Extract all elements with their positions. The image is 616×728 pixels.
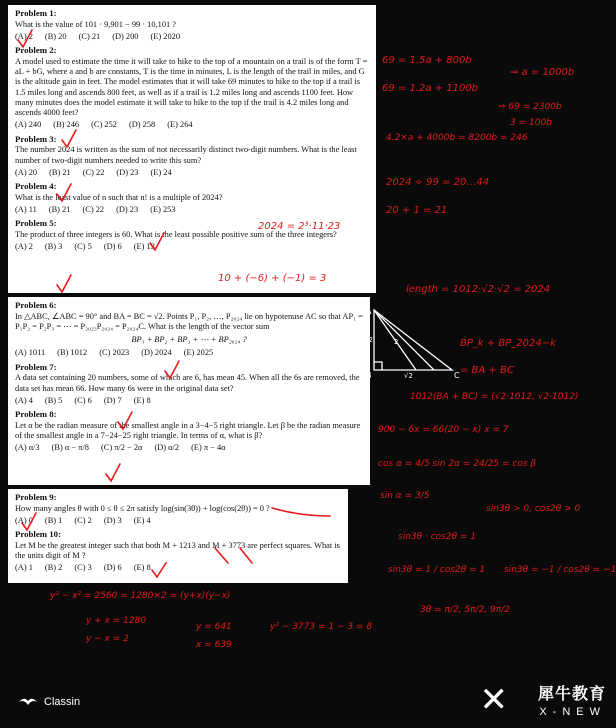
problem-title: Problem 6: [15, 300, 57, 310]
answer-choices [15, 168, 369, 178]
choice[interactable]: (A) 20 [15, 167, 38, 177]
problem-title: Problem 1: [15, 8, 57, 18]
problem-text: A model used to estimate the time it will take to hike to the top of a mountain on a trail is of the form T = aL + bG, where a and b are constants, T is the time in minutes, L is the length of the trail in miles, and G is the altitude gain in feet. The model estimates that it will take 69 minutes to hike to the top if a trail is 1.5 miles long and ascends 800 feet, as well as if a trail is 1.2 miles long and ascends 1100 feet. How many minutes does the model estimate it will take to hike to the top if the trail is 4.2 miles long and ascends 4000 feet? [15, 56, 368, 118]
problem-title: Problem 4: [15, 181, 57, 192]
handwritten-note: x = 639 [196, 640, 232, 650]
choice[interactable]: (C) 6 [74, 395, 92, 405]
answer-choices [15, 242, 369, 252]
triangle-side-bottom: √2 [404, 372, 413, 380]
problem-title: Problem 2: [15, 45, 57, 56]
problem-card-9-10 [8, 489, 348, 583]
handwritten-note: sin3θ = 1 / cos2θ = 1 [388, 565, 486, 575]
choice[interactable]: (E) 253 [150, 205, 176, 215]
choice[interactable]: (B) α − π/8 [51, 443, 89, 453]
handwritten-note: sin3θ · cos2θ = 1 [398, 532, 477, 542]
problem-text: What is the least value of n such that n! is a multiple of 2024? [15, 192, 223, 202]
choice[interactable]: (C) 3 [74, 563, 92, 573]
choice[interactable]: (B) 5 [44, 395, 63, 405]
choice[interactable]: (A) 240 [15, 120, 42, 130]
handwritten-note: y + x = 1280 [86, 616, 147, 626]
problem-title: Problem 5: [15, 218, 57, 229]
problem-text: What is the value of 101 · 9,901 − 99 · 10,101 ? [15, 19, 177, 29]
handwritten-note: cos α = 4/5 sin 2α = 24/25 = cos β [378, 459, 537, 469]
problem-text: A data set containing 20 numbers, some of which are 6, has mean 45. When all the 6s are removed, the data set has mean 66. How many 6s were in the original data set? [15, 373, 360, 393]
choice[interactable]: (B) 2 [44, 563, 63, 573]
x-new-logo-icon: ✕ [479, 680, 508, 720]
choice[interactable]: (B) 3 [44, 242, 63, 252]
choice[interactable]: (B) 1012 [57, 348, 88, 358]
problem-title: Problem 9: [15, 492, 57, 502]
answer-choices [15, 32, 369, 42]
choice[interactable]: (C) 2023 [99, 348, 130, 358]
choice[interactable]: (D) 23 [116, 167, 139, 177]
answer-choices [15, 443, 363, 453]
choice[interactable]: (E) 4 [133, 515, 151, 525]
choice[interactable]: (B) 20 [44, 31, 67, 41]
choice[interactable]: (E) 13 [133, 242, 155, 252]
triangle-side-left: √2 [364, 336, 373, 344]
choice[interactable]: (C) 22 [82, 167, 105, 177]
choice[interactable]: (C) 22 [82, 205, 105, 215]
choice[interactable]: (D) 258 [128, 120, 156, 130]
handwritten-note: 69 = 1.2a + 1100b [382, 83, 479, 94]
choice[interactable]: (E) π − 4α [191, 443, 226, 453]
answer-choices [15, 563, 341, 573]
handwritten-note: 10 + (−6) + (−1) = 3 [218, 273, 327, 284]
choice[interactable]: (D) α/2 [154, 443, 180, 453]
choice[interactable]: (A) 11 [15, 205, 37, 215]
brand-cn: 犀牛教育 [537, 686, 606, 703]
brand-en: X-NEW [539, 706, 606, 718]
choice[interactable]: (B) 246 [53, 120, 80, 130]
choice[interactable]: (B) 1 [44, 515, 63, 525]
choice[interactable]: (A) 2 [15, 31, 33, 41]
answer-choices [15, 348, 363, 358]
handwritten-note: 20 + 1 = 21 [386, 205, 448, 216]
choice[interactable]: (E) 24 [150, 167, 172, 177]
handwritten-note: 2024 ÷ 99 = 20…44 [386, 177, 490, 188]
choice[interactable]: (C) 5 [74, 242, 92, 252]
problem-text: The number 2024 is written as the sum of not necessarily distinct two-digit numbers. What is the least number of two-digit numbers needed to write this sum? [15, 145, 357, 165]
classin-bird-icon [18, 696, 38, 708]
classin-logo [18, 696, 80, 708]
choice[interactable]: (D) 23 [116, 205, 139, 215]
answer-choices [15, 516, 341, 526]
handwritten-note: = BA + BC [460, 365, 514, 376]
handwritten-note: ⇒ 69 = 2300b [498, 102, 562, 112]
handwritten-note: BP_k + BP_2024−k [460, 338, 556, 349]
choice[interactable]: (C) 2 [74, 515, 92, 525]
triangle-sketch [364, 304, 464, 380]
triangle-label-b: B [366, 371, 372, 380]
choice[interactable]: (A) 0 [15, 515, 33, 525]
choice[interactable]: (D) 7 [103, 395, 122, 405]
choice[interactable]: (E) 2020 [150, 31, 181, 41]
handwritten-note: ⇒ a = 1000b [510, 67, 575, 78]
handwritten-note: 1012(BA + BC) = (√2·1012, √2·1012) [410, 392, 579, 402]
choice[interactable]: (C) 252 [91, 120, 117, 130]
problem-card-6-8 [8, 297, 370, 485]
handwritten-note: 4.2×a + 4000b = 8200b = 246 [386, 133, 528, 143]
problem-text: Let α be the radian measure of the smallest angle in a 3−4−5 right triangle. Let β be the radian measure of the smallest angle in a 7−24−25 right triangle. In terms of α, what is β? [15, 420, 361, 441]
choice[interactable]: (E) 2025 [183, 348, 214, 358]
problem-title: Problem 7: [15, 361, 57, 372]
handwritten-note: length = 1012·√2·√2 = 2024 [406, 284, 551, 295]
choice[interactable]: (E) 8 [133, 395, 151, 405]
choice[interactable]: (C) 21 [78, 31, 101, 41]
choice[interactable]: (A) 4 [15, 395, 33, 405]
handwritten-note: y² − 3773 = 1 − 3 = 8 [270, 622, 373, 632]
classin-label: Classin [44, 696, 81, 708]
problem-title: Problem 10: [15, 529, 62, 540]
answer-choices [15, 396, 363, 406]
choice[interactable]: (D) 3 [103, 515, 122, 525]
brand-watermark [538, 681, 606, 718]
choice[interactable]: (D) 2024 [141, 348, 172, 358]
choice[interactable]: (D) 200 [112, 31, 139, 41]
handwritten-note: 2024 = 2³·11·23 [258, 221, 341, 232]
problem-text: How many angles θ with 0 ≤ θ ≤ 2π satisfy log(sin(3θ)) + log(cos(2θ)) = 0 ? [15, 503, 270, 513]
problem-text: Let M be the greatest integer such that both M + 1213 and M + 3773 are perfect squares. What is the units digit of M ? [15, 540, 340, 561]
problem-title: Problem 3: [15, 133, 57, 144]
choice[interactable]: (A) 1 [15, 563, 33, 573]
handwritten-note: sin3θ = −1 / cos2θ = −1 [504, 565, 616, 575]
choice[interactable]: (A) 2 [15, 242, 33, 252]
vector-sum-expression: BP₁ + BP₂ + BP₃ + ⋯ + BP₂₀₂₄ ? [131, 335, 247, 345]
problem-title: Problem 8: [15, 409, 57, 420]
answer-choices [15, 205, 369, 215]
problem-text: The product of three integers is 60. What is the least possible positive sum of the three integers? [15, 230, 337, 240]
handwritten-note: sin3θ > 0, cos2θ > 0 [486, 504, 581, 514]
handwritten-note: y² − x² = 2560 = 1280×2 = (y+x)(y−x) [50, 591, 231, 601]
choice[interactable]: (E) 264 [167, 120, 193, 130]
handwritten-note: 3θ = π/2, 5π/2, 9π/2 [420, 605, 510, 615]
handwritten-note: 3 = 100b [510, 118, 552, 128]
triangle-label-c: C [454, 371, 460, 380]
choice[interactable]: (C) π/2 − 2α [100, 443, 143, 453]
handwritten-note: 69 = 1.5a + 800b [382, 55, 472, 66]
choice[interactable]: (D) 6 [103, 563, 122, 573]
handwritten-note: y = 641 [196, 622, 232, 632]
choice[interactable]: (A) α/3 [15, 443, 40, 453]
handwritten-note: y − x = 2 [86, 634, 129, 644]
problem-card-1-5 [8, 5, 376, 293]
handwritten-note: 900 − 6x = 66(20 − x) x = 7 [378, 425, 509, 435]
answer-choices [15, 120, 369, 130]
handwritten-note: sin α = 3/5 [380, 491, 430, 501]
triangle-inner-mark: 2 [394, 338, 399, 346]
choice[interactable]: (B) 21 [48, 205, 71, 215]
problem-text: In △ABC, ∠ABC = 90° and BA = BC = √2. Points P₁, P₂, …, P₂₀₂₄ lie on hypotenuse AC so that AP₁ = P₁P₂ = P₂P₃ = ⋯ = P₂₀₂₃P₂₀₂₄ = P₂₀₂₄C. What is the length of the vector sum [15, 311, 363, 331]
triangle-label-a: A [366, 307, 372, 316]
choice[interactable]: (D) 6 [103, 242, 122, 252]
choice[interactable]: (B) 21 [49, 167, 71, 177]
choice[interactable]: (E) 8 [133, 563, 151, 573]
choice[interactable]: (A) 1011 [15, 348, 46, 358]
